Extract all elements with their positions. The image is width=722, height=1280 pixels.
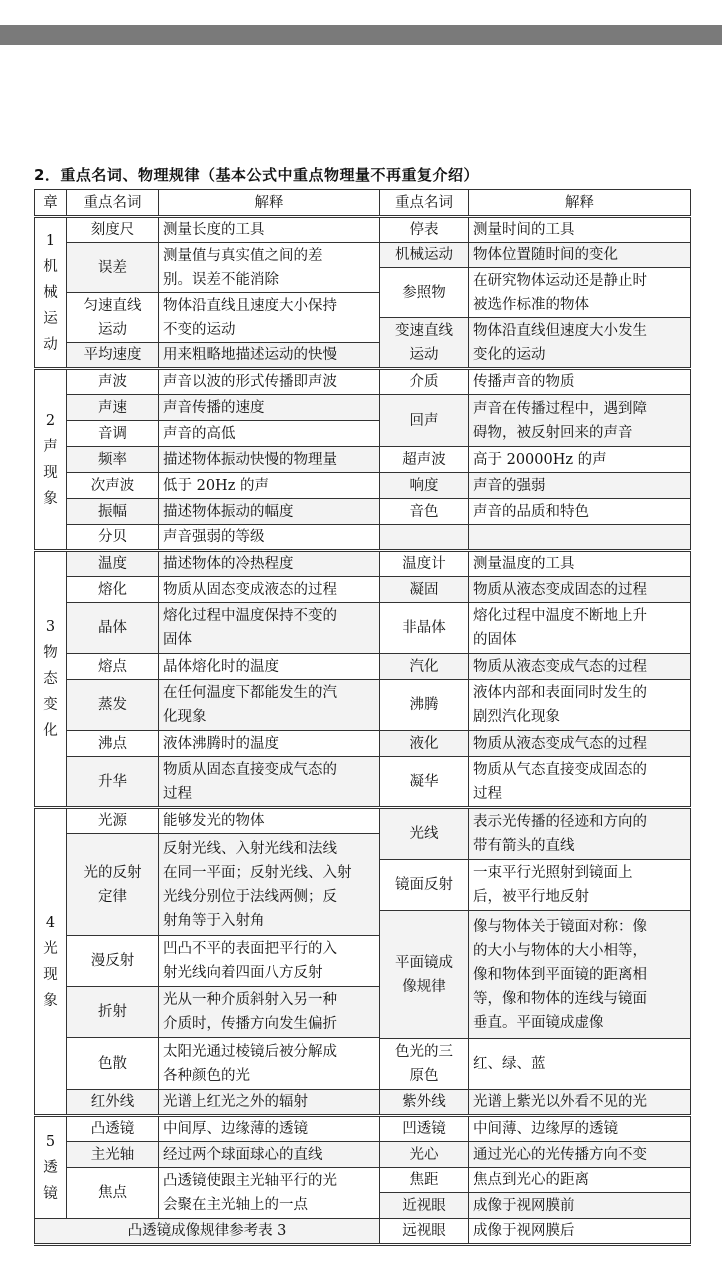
term-cell: 温度 (67, 551, 159, 577)
term-cell: 次声波 (67, 473, 159, 499)
term-cell: 镜面反射 (380, 860, 469, 911)
header-chapter: 章 (35, 190, 67, 217)
table-row (35, 1090, 691, 1116)
explanation-cell: 凸透镜使跟主光轴平行的光 会聚在主光轴上的一点 (159, 1168, 380, 1219)
explanation-cell: 用来粗略地描述运动的快慢 (159, 343, 380, 369)
chapter-label-1: 1 机 械 运 动 (35, 217, 67, 369)
term-cell: 回声 (380, 395, 469, 447)
reference-note-cell: 凸透镜成像规律参考表 3 (35, 1219, 380, 1245)
term-cell: 参照物 (380, 268, 469, 318)
term-cell: 光的反射 定律 (67, 834, 159, 936)
explanation-cell: 太阳光通过棱镜后被分解成 各种颜色的光 (159, 1038, 380, 1090)
term-cell: 远视眼 (380, 1219, 469, 1245)
table-row (35, 603, 691, 654)
explanation-cell: 声音传播的速度 (159, 395, 380, 421)
explanation-cell: 表示光传播的径迹和方向的 带有箭头的直线 (469, 808, 691, 860)
term-cell: 沸点 (67, 731, 159, 757)
term-cell: 振幅 (67, 499, 159, 525)
term-cell: 机械运动 (380, 243, 469, 268)
table-row (35, 525, 691, 551)
explanation-cell: 在研究物体运动还是静止时 被选作标准的物体 (469, 268, 691, 318)
section-heading: 2．重点名词、物理规律（基本公式中重点物理量不再重复介绍） (34, 166, 479, 184)
term-cell: 蒸发 (67, 680, 159, 731)
explanation-cell: 物质从液态变成固态的过程 (469, 577, 691, 603)
explanation-cell: 成像于视网膜后 (469, 1219, 691, 1245)
explanation-cell: 红、绿、蓝 (469, 1039, 691, 1090)
table-row (35, 577, 691, 603)
term-cell: 折射 (67, 987, 159, 1038)
explanation-cell: 光从一种介质斜射入另一种 介质时，传播方向发生偏折 (159, 987, 380, 1038)
table-row (35, 1116, 691, 1142)
term-cell: 凹透镜 (380, 1116, 469, 1142)
term-cell: 分贝 (67, 525, 159, 551)
term-cell: 停表 (380, 217, 469, 243)
table-row (35, 369, 691, 395)
explanation-cell: 在任何温度下都能发生的汽 化现象 (159, 680, 380, 731)
explanation-cell: 物质从气态直接变成固态的 过程 (469, 757, 691, 808)
term-cell (380, 525, 469, 551)
term-cell: 升华 (67, 757, 159, 808)
explanation-cell: 物质从固态直接变成气态的 过程 (159, 757, 380, 808)
term-cell: 介质 (380, 369, 469, 395)
explanation-cell: 描述物体振动快慢的物理量 (159, 447, 380, 473)
chapter-label-2: 2 声 现 象 (35, 369, 67, 551)
term-cell: 紫外线 (380, 1090, 469, 1116)
explanation-cell: 能够发光的物体 (159, 808, 380, 834)
explanation-cell: 中间厚、边缘薄的透镜 (159, 1116, 380, 1142)
explanation-cell: 焦点到光心的距离 (469, 1168, 691, 1193)
explanation-cell: 测量值与真实值之间的差 别。误差不能消除 (159, 243, 380, 293)
table-row (35, 447, 691, 473)
term-cell: 声速 (67, 395, 159, 421)
table-row (35, 808, 691, 834)
term-cell: 主光轴 (67, 1142, 159, 1168)
explanation-cell: 测量温度的工具 (469, 551, 691, 577)
explanation-cell (469, 525, 691, 551)
term-cell: 晶体 (67, 603, 159, 654)
term-cell: 刻度尺 (67, 217, 159, 243)
term-cell: 匀速直线 运动 (67, 293, 159, 343)
explanation-cell: 声音以波的形式传播即声波 (159, 369, 380, 395)
term-cell: 声波 (67, 369, 159, 395)
explanation-cell: 凹凸不平的表面把平行的入 射光线向着四面八方反射 (159, 936, 380, 987)
term-cell: 光线 (380, 808, 469, 860)
explanation-cell: 物体沿直线但速度大小发生 变化的运动 (469, 318, 691, 369)
header-term-1: 重点名词 (67, 190, 159, 217)
explanation-cell: 熔化过程中温度不断地上升 的固体 (469, 603, 691, 654)
term-cell: 液化 (380, 731, 469, 757)
term-cell: 近视眼 (380, 1193, 469, 1219)
explanation-cell: 声音的高低 (159, 421, 380, 447)
term-cell: 音色 (380, 499, 469, 525)
table-row (35, 680, 691, 731)
explanation-cell: 经过两个球面球心的直线 (159, 1142, 380, 1168)
term-cell: 音调 (67, 421, 159, 447)
table-row (35, 1142, 691, 1168)
explanation-cell: 熔化过程中温度保持不变的 固体 (159, 603, 380, 654)
table-row (35, 473, 691, 499)
explanation-cell: 成像于视网膜前 (469, 1193, 691, 1219)
explanation-cell: 传播声音的物质 (469, 369, 691, 395)
term-cell: 超声波 (380, 447, 469, 473)
term-cell: 凝华 (380, 757, 469, 808)
explanation-cell: 物质从固态变成液态的过程 (159, 577, 380, 603)
explanation-cell: 高于 20000Hz 的声 (469, 447, 691, 473)
table-row (35, 757, 691, 808)
explanation-cell: 物体位置随时间的变化 (469, 243, 691, 268)
term-cell: 凝固 (380, 577, 469, 603)
term-cell: 色光的三 原色 (380, 1039, 469, 1090)
table-row (35, 654, 691, 680)
explanation-cell: 光谱上紫光以外看不见的光 (469, 1090, 691, 1116)
chapter-label-3: 3 物 态 变 化 (35, 551, 67, 808)
explanation-cell: 描述物体振动的幅度 (159, 499, 380, 525)
table-row (35, 243, 691, 268)
explanation-cell: 晶体熔化时的温度 (159, 654, 380, 680)
term-cell: 响度 (380, 473, 469, 499)
term-cell: 变速直线 运动 (380, 318, 469, 369)
header-row (35, 190, 691, 217)
term-cell: 熔点 (67, 654, 159, 680)
explanation-cell: 低于 20Hz 的声 (159, 473, 380, 499)
explanation-cell: 中间薄、边缘厚的透镜 (469, 1116, 691, 1142)
term-cell: 光源 (67, 808, 159, 834)
explanation-cell: 声音在传播过程中，遇到障 碍物，被反射回来的声音 (469, 395, 691, 447)
table-row (35, 217, 691, 243)
term-cell: 焦点 (67, 1168, 159, 1219)
table-row (35, 1168, 691, 1193)
term-cell: 非晶体 (380, 603, 469, 654)
table-row (35, 395, 691, 421)
explanation-cell: 物质从液态变成气态的过程 (469, 731, 691, 757)
term-cell: 频率 (67, 447, 159, 473)
explanation-cell: 一束平行光照射到镜面上 后，被平行地反射 (469, 860, 691, 911)
explanation-cell: 通过光心的光传播方向不变 (469, 1142, 691, 1168)
term-cell: 色散 (67, 1038, 159, 1090)
header-explanation-2: 解释 (469, 190, 691, 217)
term-cell: 凸透镜 (67, 1116, 159, 1142)
header-term-2: 重点名词 (380, 190, 469, 217)
term-cell: 误差 (67, 243, 159, 293)
term-cell: 漫反射 (67, 936, 159, 987)
top-gray-bar (0, 25, 722, 45)
explanation-cell: 像与物体关于镜面对称：像 的大小与物体的大小相等， 像和物体到平面镜的距离相 等，像和物体的连线与镜面 垂直。平面镜成虚像 (469, 911, 691, 1039)
explanation-cell: 物体沿直线且速度大小保持 不变的运动 (159, 293, 380, 343)
chapter-label-4: 4 光 现 象 (35, 808, 67, 1116)
explanation-cell: 声音强弱的等级 (159, 525, 380, 551)
header-explanation-1: 解释 (159, 190, 380, 217)
term-cell: 焦距 (380, 1168, 469, 1193)
explanation-cell: 物质从液态变成气态的过程 (469, 654, 691, 680)
explanation-cell: 声音的品质和特色 (469, 499, 691, 525)
term-cell: 熔化 (67, 577, 159, 603)
term-cell: 平均速度 (67, 343, 159, 369)
explanation-cell: 测量时间的工具 (469, 217, 691, 243)
explanation-cell: 反射光线、入射光线和法线 在同一平面；反射光线、入射 光线分别位于法线两侧；反 射角等于入射角 (159, 834, 380, 936)
term-cell: 沸腾 (380, 680, 469, 731)
term-cell: 平面镜成 像规律 (380, 911, 469, 1039)
explanation-cell: 液体内部和表面同时发生的 剧烈汽化现象 (469, 680, 691, 731)
explanation-cell: 光谱上红光之外的辐射 (159, 1090, 380, 1116)
chapter-label-5: 5 透 镜 (35, 1116, 67, 1219)
term-cell: 光心 (380, 1142, 469, 1168)
term-cell: 温度计 (380, 551, 469, 577)
explanation-cell: 描述物体的冷热程度 (159, 551, 380, 577)
explanation-cell: 测量长度的工具 (159, 217, 380, 243)
table-row (35, 731, 691, 757)
table-row (35, 499, 691, 525)
term-cell: 汽化 (380, 654, 469, 680)
table-row (35, 551, 691, 577)
explanation-cell: 液体沸腾时的温度 (159, 731, 380, 757)
physics-terms-table (34, 189, 691, 1246)
explanation-cell: 声音的强弱 (469, 473, 691, 499)
table-row (35, 1219, 691, 1245)
term-cell: 红外线 (67, 1090, 159, 1116)
